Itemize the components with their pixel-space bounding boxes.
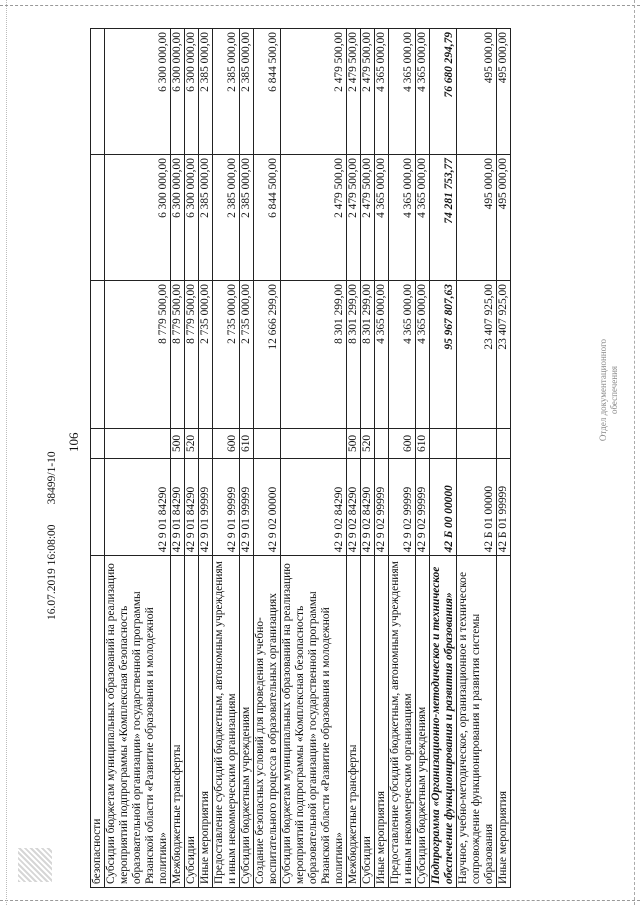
table-row [416,29,430,888]
row-amount-2019-cell [91,281,105,429]
table-row [347,29,361,888]
row-name-cell: Межбюджетные трансферты [347,556,361,888]
row-amount-2019-cell: 95 967 807,63 [430,281,457,429]
row-amount-2019-cell: 8 779 500,00 [185,281,199,429]
row-vr-cell [430,429,457,458]
row-amount-2021-cell: 2 479 500,00 [361,29,375,155]
row-amount-2021-cell: 2 385 000,00 [240,29,254,155]
row-amount-2020-cell: 495 000,00 [457,155,497,281]
row-code-cell [91,458,105,556]
table-row [389,29,416,888]
row-code-cell: 42 9 01 99999 [199,458,213,556]
row-vr-cell: 610 [240,429,254,458]
row-vr-cell [105,429,171,458]
row-vr-cell [91,429,105,458]
row-amount-2020-cell: 2 385 000,00 [213,155,240,281]
row-amount-2020-cell: 4 365 000,00 [416,155,430,281]
row-vr-cell: 520 [361,429,375,458]
row-amount-2019-cell: 2 735 000,00 [240,281,254,429]
stamp-line-1: Отдел документационного [598,338,608,442]
page-number: 106 [66,432,81,452]
row-name-cell: Предоставление субсидий бюджетным, автономным учреждениям и иным некоммерческим организациям [389,556,416,888]
row-amount-2021-cell: 4 365 000,00 [375,29,389,155]
table-row [254,29,281,888]
row-amount-2019-cell: 4 365 000,00 [416,281,430,429]
table-row [105,29,171,888]
row-name-cell: Подпрограмма «Организационно-методическое и техническое обеспечение функционирования и развития образования» [430,556,457,888]
row-name-cell: Иные мероприятия [497,556,511,888]
row-name-cell: Создание безопасных условий для проведения учебно-воспитательного процесса в образовательных организациях [254,556,281,888]
scan-border-top [0,5,640,6]
budget-table-body [91,29,511,888]
row-amount-2019-cell: 2 735 000,00 [213,281,240,429]
row-amount-2019-cell: 4 365 000,00 [389,281,416,429]
row-vr-cell: 600 [213,429,240,458]
stamp-line-2: обеспечения [609,365,619,415]
row-amount-2019-cell: 12 666 299,00 [254,281,281,429]
row-amount-2021-cell: 76 680 294,79 [430,29,457,155]
row-vr-cell: 500 [171,429,185,458]
row-amount-2021-cell: 2 479 500,00 [347,29,361,155]
row-code-cell: 42 9 02 84290 [347,458,361,556]
row-amount-2021-cell: 4 365 000,00 [389,29,416,155]
row-vr-cell: 500 [347,429,361,458]
row-amount-2019-cell: 8 301 299,00 [361,281,375,429]
row-name-cell: Субсидии бюджетным учреждениям [240,556,254,888]
footer-timestamp [46,451,58,620]
row-code-cell: 42 9 01 84290 [171,458,185,556]
footer-date: 16.07.2019 16:08:00 [46,524,58,620]
scan-border-right [634,0,635,905]
table-row [361,29,375,888]
row-code-cell: 42 9 01 84290 [185,458,199,556]
row-vr-cell [199,429,213,458]
row-code-cell: 42 9 01 84290 [105,458,171,556]
row-name-cell: Субсидии [185,556,199,888]
row-code-cell: 42 Б 01 99999 [497,458,511,556]
row-name-cell: безопасности [91,556,105,888]
row-amount-2020-cell: 6 300 000,00 [171,155,185,281]
table-row [457,29,497,888]
budget-table [90,28,511,888]
row-amount-2020-cell [91,155,105,281]
scan-border-bottom [0,900,640,901]
row-code-cell: 42 9 02 00000 [254,458,281,556]
table-row [185,29,199,888]
row-vr-cell [457,429,497,458]
table-row [240,29,254,888]
row-amount-2021-cell: 2 479 500,00 [281,29,347,155]
row-name-cell: Предоставление субсидий бюджетным, автономным учреждениям и иным некоммерческим организациям [213,556,240,888]
row-vr-cell [254,429,281,458]
row-amount-2020-cell: 2 479 500,00 [361,155,375,281]
row-name-cell: Межбюджетные трансферты [171,556,185,888]
table-row [281,29,347,888]
row-code-cell: 42 9 02 99999 [416,458,430,556]
row-name-cell: Субсидии [361,556,375,888]
row-name-cell: Субсидии бюджетам муниципальных образований на реализацию мероприятий подпрограммы «Комплексная безопасность образовательной организации» государственной программы Рязанской области «Развитие образования и молодежной политики» [105,556,171,888]
table-row [213,29,240,888]
row-name-cell: Субсидии бюджетам муниципальных образований на реализацию мероприятий подпрограммы «Комплексная безопасность образовательной организации» государственной программы Рязанской области «Развитие образования и молодежной политики» [281,556,347,888]
row-code-cell: 42 Б 00 00000 [430,458,457,556]
row-name-cell: Иные мероприятия [375,556,389,888]
row-amount-2020-cell: 2 385 000,00 [199,155,213,281]
row-code-cell: 42 Б 01 00000 [457,458,497,556]
row-amount-2019-cell: 2 735 000,00 [199,281,213,429]
scan-border-left [6,0,7,905]
row-amount-2021-cell: 6 844 500,00 [254,29,281,155]
row-amount-2021-cell: 495 000,00 [457,29,497,155]
row-name-cell: Иные мероприятия [199,556,213,888]
table-row [497,29,511,888]
footer-doc-id: 38499/1-10 [46,451,58,505]
table-row [171,29,185,888]
row-amount-2020-cell: 2 479 500,00 [347,155,361,281]
row-amount-2020-cell: 74 281 753,77 [430,155,457,281]
row-amount-2020-cell: 6 844 500,00 [254,155,281,281]
row-amount-2019-cell: 8 301 299,00 [281,281,347,429]
row-amount-2020-cell: 2 479 500,00 [281,155,347,281]
barcode-stamp-icon [18,848,52,882]
row-amount-2020-cell: 6 300 000,00 [105,155,171,281]
department-stamp [598,320,620,460]
table-row [430,29,457,888]
table-row [375,29,389,888]
row-vr-cell [497,429,511,458]
row-code-cell: 42 9 02 99999 [375,458,389,556]
row-amount-2019-cell: 23 407 925,00 [457,281,497,429]
row-code-cell: 42 9 01 99999 [240,458,254,556]
row-vr-cell [281,429,347,458]
row-amount-2020-cell: 6 300 000,00 [185,155,199,281]
table-row [199,29,213,888]
row-name-cell: Субсидии бюджетным учреждениям [416,556,430,888]
row-code-cell: 42 9 02 84290 [281,458,347,556]
row-name-cell: Научное, учебно-методическое, организационное и техническое сопровождение функционирования и развития системы образования [457,556,497,888]
row-amount-2021-cell: 2 385 000,00 [199,29,213,155]
row-amount-2021-cell: 6 300 000,00 [185,29,199,155]
row-vr-cell: 520 [185,429,199,458]
row-amount-2019-cell: 8 301 299,00 [347,281,361,429]
row-amount-2020-cell: 4 365 000,00 [375,155,389,281]
row-vr-cell: 610 [416,429,430,458]
row-amount-2019-cell: 23 407 925,00 [497,281,511,429]
row-code-cell: 42 9 02 84290 [361,458,375,556]
row-amount-2021-cell: 4 365 000,00 [416,29,430,155]
row-amount-2019-cell: 4 365 000,00 [375,281,389,429]
row-amount-2021-cell [91,29,105,155]
row-amount-2021-cell: 6 300 000,00 [171,29,185,155]
row-amount-2019-cell: 8 779 500,00 [105,281,171,429]
row-amount-2021-cell: 2 385 000,00 [213,29,240,155]
row-amount-2020-cell: 495 000,00 [497,155,511,281]
row-amount-2020-cell: 2 385 000,00 [240,155,254,281]
row-vr-cell: 600 [389,429,416,458]
row-amount-2019-cell: 8 779 500,00 [171,281,185,429]
budget-table-rotated [90,28,588,888]
row-amount-2021-cell: 495 000,00 [497,29,511,155]
row-code-cell: 42 9 01 99999 [213,458,240,556]
row-amount-2021-cell: 6 300 000,00 [105,29,171,155]
row-code-cell: 42 9 02 99999 [389,458,416,556]
table-row [91,29,105,888]
row-vr-cell [375,429,389,458]
row-amount-2020-cell: 4 365 000,00 [389,155,416,281]
